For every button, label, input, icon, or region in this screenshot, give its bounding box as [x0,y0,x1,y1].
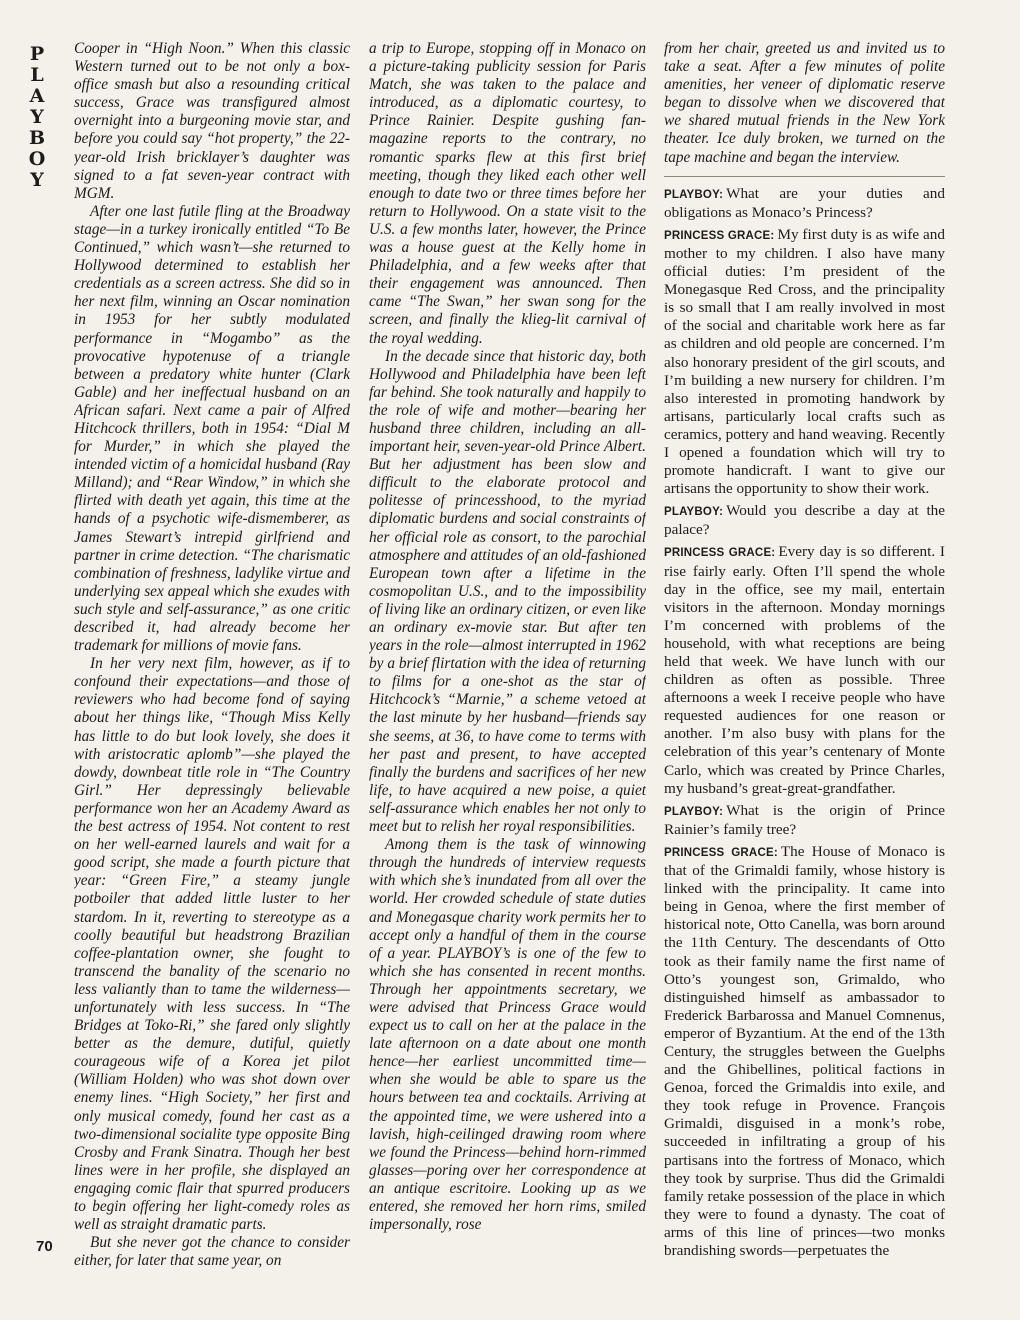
paragraph: After one last futile fling at the Broadway stage—in a turkey ironically entitled “To Be Continued,” which wasn’t—she returned to Hollywood determined to establish her credentials as a screen actress. She did so in her next film, winning an Oscar nomination in 1953 for her subtly modulated performance in “Mogambo” as the provocative hypotenuse of a triangle between a predatory white hunter (Clark Gable) and her ineffectual husband on an African safari. Next came a pair of Alfred Hitchcock thrillers, both in 1954: “Dial M for Murder,” in which she played the intended victim of a homicidal husband (Ray Milland); and “Rear Window,” in which she flirted with death yet again, this time at the hands of a psychotic wife-dismemberer, as James Stewart’s intrepid girlfriend and partner in crime detection. “The charismatic combination of freshness, ladylike virtue and underlying sex appeal which she exudes with such style and self-assurance,” as one critic described it, had already become her trademark for millions of movie fans. [74,202,350,655]
speaker-label: PLAYBOY: [664,188,724,201]
qa-text: What is the origin of Prince Rainier’s family tree? [664,801,945,838]
speaker-label: PRINCESS GRACE: [664,229,775,242]
qa-item [664,802,945,839]
masthead-letter: P [29,43,45,65]
masthead-letter: A [29,85,45,107]
column-2 [369,40,646,1305]
paragraph: Among them is the task of winnowing through the hundreds of interview requests with which she’s inundated from all over the world. Her crowded schedule of state duties and Monegasque charity work permits her to accept only a handful of them in the course of a year. PLAYBOY’s is one of the few to which she has consented in recent months. Through her appointments secretary, we were advised that Princess Grace would expect us to call on her at the palace in the late afternoon on a date about one month hence—her earliest uncommitted time—when she would be able to spare us the hours between tea and cocktails. Arriving at the appointed time, we were ushered into a lavish, high-ceilinged drawing room where we found the Princess—behind horn-rimmed glasses—poring over her correspondence at an antique escritoire. Looking up as we entered, she removed her horn rims, smiled impersonally, rose [369,836,646,1234]
qa-text: My first duty is as wife and mother to my children. I also have many official duties: I’m president of the Monegasque Red Cross, and the principality is so small that I am really involved in most of the social and charitable work here as far as children and old people are concerned. I’m also honorary president of the girl scouts, and I’m building a new nursery for children. I’m also interested in promoting handwork by artisans, particularly local crafts such as ceramics, pottery and hand weaving. Recently I opened a foundation which will try to promote handicraft. I want to give our artisans the opportunity to show their work. [664,225,945,498]
paragraph: a trip to Europe, stopping off in Monaco on a picture-taking publicity session for Paris Match, she was taken to the palace and introduced, as a diplomatic courtesy, to Prince Rainier. Despite gushing fan-magazine reports to the contrary, no romantic sparks flew at this first brief meeting, though they liked each other well enough to date two or three times before her return to Hollywood. On a state visit to the U.S. a few months later, however, the Prince was a house guest at the Kelly home in Philadelphia, and a few weeks after that their engagement was announced. Then came “The Swan,” her swan song for the screen, and finally the klieg-lit carnival of the royal wedding. [369,40,646,347]
qa-text: Would you describe a day at the palace? [664,502,945,539]
page-number: 70 [36,1238,53,1255]
paragraph: Cooper in “High Noon.” When this classic Western turned out to be not only a box-office smash but also a resounding critical success, Grace was transfigured almost overnight into a burgeoning movie star, and before you could say “hot property,” the 22-year-old Irish bricklayer’s daughter was signed to a fat seven-year contract with MGM. [74,40,350,202]
qa-item [664,226,945,498]
masthead-letter: O [28,148,46,170]
masthead [22,44,52,191]
masthead-letter: Y [30,106,44,128]
masthead-letter: Y [30,169,44,191]
paragraph: In her very next film, however, as if to confound their expectations—and those of reviewers who had become fond of saying about her things like, “Though Miss Kelly has little to do but look lovely, she does it with aristocratic aplomb”—she played the dowdy, downbeat title role in “The Country Girl.” Her depressingly believable performance won her an Academy Award as the best actress of 1954. Not content to rest on her well-earned laurels and wait for a good script, she made a fourth picture that year: “Green Fire,” a steamy jungle potboiler that added little luster to her stardom. In it, reverting to stereotype as a coolly beautiful but headstrong Brazilian coffee-plantation owner, she fought to transcend the banality of the scenario no less valiantly than to tame the wilderness—unfortunately with less success. In “The Bridges at Toko-Ri,” she fared only slightly better as the demure, dutiful, quietly courageous wife of a Korea jet pilot (William Holden) who was shot down over enemy lines. “High Society,” her first and only musical comedy, found her cast as a two-dimensional socialite type opposite Bing Crosby and Frank Sinatra. Though her best lines were in her profile, she displayed an engaging comic flair that spurred producers to begin offering her light-comedy roles as well as straight dramatic parts. [74,655,350,1234]
speaker-label: PLAYBOY: [664,506,724,519]
masthead-letter: L [30,64,44,86]
intro-paragraph: from her chair, greeted us and invited us to take a seat. After a few minutes of polite amenities, her veneer of diplomatic reserve began to dissolve when we discovered that we shared mutual friends in the New York theater. Ice duly broken, we turned on the tape machine and began the interview. [664,40,945,166]
column-1 [74,40,350,1305]
interview [664,185,945,1260]
qa-text: Every day is so different. I rise fairly early. Often I’ll spend the whole day in the office, see my mail, entertain visitors in the afternoon. Monday mornings I’m concerned with problems of the household, with what receptions are being held that week. We have lunch with our children as often as possible. Three afternoons a week I receive people who have requested audiences for one reason or another. I’m also busy with plans for the celebration of this year’s centenary of Monte Carlo, which was created by Prince Charles, my husband’s great-great-grandfather. [664,543,945,797]
speaker-label: PRINCESS GRACE: [664,547,776,560]
qa-text: What are your duties and obligations as Monaco’s Princess? [664,184,945,221]
qa-item [664,502,945,539]
column-3 [664,40,945,1305]
qa-item [664,185,945,222]
masthead-letter: B [28,127,46,149]
qa-item [664,543,945,797]
speaker-label: PLAYBOY: [664,805,724,818]
qa-item [664,843,945,1260]
paragraph: In the decade since that historic day, both Hollywood and Philadelphia have been left far behind. She took naturally and happily to the role of wife and mother—bearing her husband three children, including an all-important heir, seven-year-old Prince Albert. But her adjustment has been slow and difficult to the elaborate protocol and politesse of princesshood, to the myriad diplomatic burdens and social constraints of her official role as consort, to the parochial atmosphere and attitudes of an old-fashioned European town after a lifetime in the cosmopolitan U.S., and to the impossibility of living like an ordinary citizen, or even like an ordinary ex-movie star. But after ten years in the role—almost interrupted in 1962 by a brief flirtation with the idea of returning to films for a one-shot as the star of Hitchcock’s “Marnie,” a scheme vetoed at the last minute by her husband—friends say she seems, at 36, to have come to terms with her past and present, to have accepted finally the burdens and sacrifices of her new life, to have acquired a new poise, a quiet self-assurance which enables her not only to meet but to relish her royal responsibilities. [369,347,646,836]
qa-text: The House of Monaco is that of the Grimaldi family, whose history is linked with the principality. It came into being in Genoa, where the first member of historical note, Otto Canella, was born around the 11th Century. The descendants of Otto took as their family name the first name of Otto’s youngest son, Grimaldo, who distinguished himself as ambassador to Frederick Barbarossa and Manuel Comnenus, emperor of Byzantium. At the end of the 13th Century, the struggles between the Guelphs and the Ghibellines, political factions in Genoa, forced the Grimaldis into exile, and they took refuge in Provence. François Grimaldi, disguised in a monk’s robe, succeeded in infiltrating a group of his partisans into the fortress of Monaco, which they took by surprise. Thus did the Grimaldi family retake possession of the place in which they were to found a dynasty. The coat of arms of this line of princes—two monks brandishing swords—perpetuates the [664,842,945,1259]
divider [664,176,945,177]
speaker-label: PRINCESS GRACE: [664,846,778,859]
paragraph: But she never got the chance to consider either, for later that same year, on [74,1234,350,1270]
